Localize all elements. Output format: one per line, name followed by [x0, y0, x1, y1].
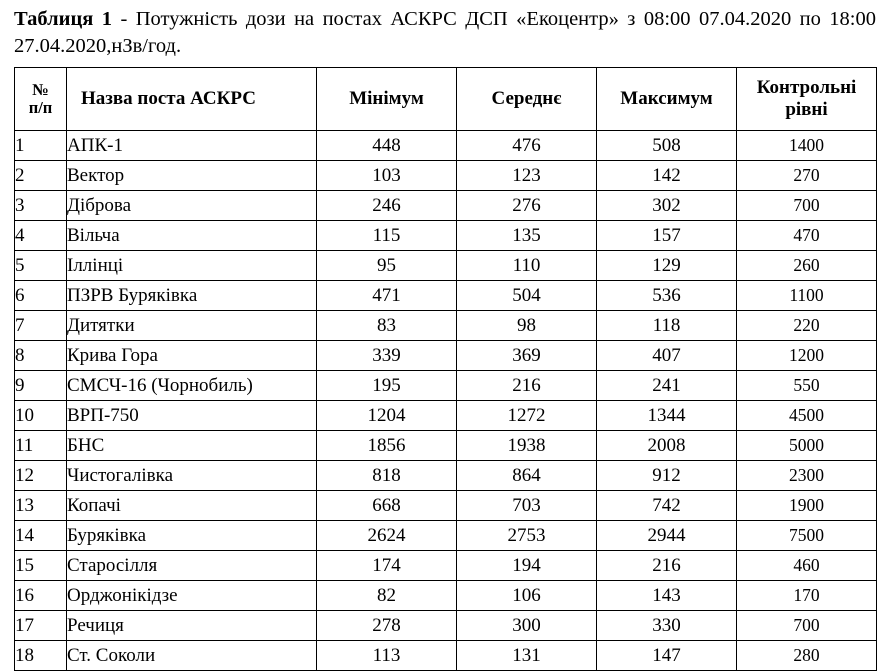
column-header-minimum: Мінімум [317, 68, 457, 131]
table-row [15, 641, 877, 671]
cell-control-level: 4500 [737, 401, 877, 431]
cell-station-name: Вільча [67, 221, 317, 251]
cell-average: 504 [457, 281, 597, 311]
cell-minimum: 83 [317, 311, 457, 341]
cell-number: 13 [15, 491, 67, 521]
cell-station-name: Старосілля [67, 551, 317, 581]
cell-average: 135 [457, 221, 597, 251]
cell-number: 18 [15, 641, 67, 671]
cell-maximum: 216 [597, 551, 737, 581]
table-row [15, 431, 877, 461]
cell-maximum: 407 [597, 341, 737, 371]
cell-control-level: 2300 [737, 461, 877, 491]
cell-average: 194 [457, 551, 597, 581]
cell-number: 2 [15, 161, 67, 191]
cell-average: 276 [457, 191, 597, 221]
cell-minimum: 195 [317, 371, 457, 401]
cell-station-name: БНС [67, 431, 317, 461]
radiation-dose-table [14, 67, 877, 671]
table-row [15, 371, 877, 401]
cell-maximum: 143 [597, 581, 737, 611]
cell-minimum: 1204 [317, 401, 457, 431]
cell-minimum: 1856 [317, 431, 457, 461]
table-header [15, 68, 877, 131]
cell-number: 16 [15, 581, 67, 611]
table-row [15, 521, 877, 551]
cell-minimum: 818 [317, 461, 457, 491]
table-row [15, 341, 877, 371]
cell-number: 14 [15, 521, 67, 551]
table-row [15, 281, 877, 311]
cell-control-level: 5000 [737, 431, 877, 461]
cell-average: 106 [457, 581, 597, 611]
cell-control-level: 7500 [737, 521, 877, 551]
cell-maximum: 142 [597, 161, 737, 191]
cell-minimum: 2624 [317, 521, 457, 551]
cell-maximum: 912 [597, 461, 737, 491]
cell-number: 9 [15, 371, 67, 401]
cell-control-level: 1100 [737, 281, 877, 311]
cell-average: 369 [457, 341, 597, 371]
table-row [15, 191, 877, 221]
cell-number: 11 [15, 431, 67, 461]
cell-number: 17 [15, 611, 67, 641]
cell-maximum: 147 [597, 641, 737, 671]
column-header-average: Середнє [457, 68, 597, 131]
table-header-row [15, 68, 877, 131]
cell-station-name: Копачі [67, 491, 317, 521]
table-row [15, 161, 877, 191]
column-header-control-levels [737, 68, 877, 131]
column-header-number-line2: п/п [28, 98, 53, 118]
table-row [15, 491, 877, 521]
cell-station-name: Діброва [67, 191, 317, 221]
cell-maximum: 1344 [597, 401, 737, 431]
cell-maximum: 2944 [597, 521, 737, 551]
cell-maximum: 241 [597, 371, 737, 401]
column-header-control-levels-line2: рівні [785, 99, 828, 121]
cell-average: 110 [457, 251, 597, 281]
table-row [15, 551, 877, 581]
table-row [15, 251, 877, 281]
cell-minimum: 471 [317, 281, 457, 311]
cell-station-name: СМСЧ-16 (Чорнобиль) [67, 371, 317, 401]
column-header-maximum: Максимум [597, 68, 737, 131]
cell-control-level: 280 [737, 641, 877, 671]
cell-average: 98 [457, 311, 597, 341]
cell-number: 5 [15, 251, 67, 281]
cell-station-name: ПЗРВ Буряківка [67, 281, 317, 311]
table-row [15, 581, 877, 611]
cell-control-level: 260 [737, 251, 877, 281]
cell-control-level: 270 [737, 161, 877, 191]
cell-control-level: 700 [737, 611, 877, 641]
cell-minimum: 95 [317, 251, 457, 281]
cell-station-name: Буряківка [67, 521, 317, 551]
cell-minimum: 278 [317, 611, 457, 641]
cell-average: 864 [457, 461, 597, 491]
table-row [15, 131, 877, 161]
cell-control-level: 1400 [737, 131, 877, 161]
cell-station-name: Чистогалівка [67, 461, 317, 491]
cell-control-level: 1900 [737, 491, 877, 521]
column-header-station-name: Назва поста АСКРС [67, 68, 317, 131]
cell-number: 15 [15, 551, 67, 581]
cell-average: 2753 [457, 521, 597, 551]
cell-average: 123 [457, 161, 597, 191]
cell-average: 300 [457, 611, 597, 641]
cell-station-name: Дитятки [67, 311, 317, 341]
cell-station-name: АПК-1 [67, 131, 317, 161]
table-row [15, 461, 877, 491]
cell-number: 12 [15, 461, 67, 491]
table-row [15, 401, 877, 431]
cell-average: 703 [457, 491, 597, 521]
cell-minimum: 339 [317, 341, 457, 371]
table-caption-text: - Потужність дози на постах АСКРС ДСП «Екоцентр» з 08:00 07.04.2020 по 18:00 27.04.2020,нЗв/год. [14, 8, 876, 57]
cell-minimum: 82 [317, 581, 457, 611]
cell-station-name: Іллінці [67, 251, 317, 281]
cell-average: 476 [457, 131, 597, 161]
cell-number: 7 [15, 311, 67, 341]
cell-station-name: Речиця [67, 611, 317, 641]
cell-station-name: Вектор [67, 161, 317, 191]
cell-minimum: 113 [317, 641, 457, 671]
cell-number: 1 [15, 131, 67, 161]
cell-station-name: Крива Гора [67, 341, 317, 371]
cell-number: 10 [15, 401, 67, 431]
table-row [15, 611, 877, 641]
table-body [15, 131, 877, 671]
cell-number: 3 [15, 191, 67, 221]
table-caption-label: Таблиця 1 [14, 8, 113, 30]
cell-maximum: 118 [597, 311, 737, 341]
cell-maximum: 157 [597, 221, 737, 251]
column-header-control-levels-line1: Контрольні [756, 77, 857, 99]
cell-control-level: 550 [737, 371, 877, 401]
cell-minimum: 668 [317, 491, 457, 521]
cell-number: 6 [15, 281, 67, 311]
cell-maximum: 742 [597, 491, 737, 521]
cell-station-name: ВРП-750 [67, 401, 317, 431]
cell-maximum: 129 [597, 251, 737, 281]
table-row [15, 221, 877, 251]
cell-maximum: 330 [597, 611, 737, 641]
cell-maximum: 302 [597, 191, 737, 221]
cell-average: 131 [457, 641, 597, 671]
cell-minimum: 174 [317, 551, 457, 581]
cell-average: 216 [457, 371, 597, 401]
cell-number: 8 [15, 341, 67, 371]
cell-maximum: 536 [597, 281, 737, 311]
cell-station-name: Орджонікідзе [67, 581, 317, 611]
cell-control-level: 460 [737, 551, 877, 581]
cell-station-name: Ст. Соколи [67, 641, 317, 671]
cell-minimum: 103 [317, 161, 457, 191]
cell-control-level: 170 [737, 581, 877, 611]
table-row [15, 311, 877, 341]
cell-average: 1272 [457, 401, 597, 431]
cell-maximum: 2008 [597, 431, 737, 461]
cell-number: 4 [15, 221, 67, 251]
cell-maximum: 508 [597, 131, 737, 161]
column-header-number [15, 68, 67, 131]
cell-minimum: 115 [317, 221, 457, 251]
cell-control-level: 470 [737, 221, 877, 251]
cell-control-level: 700 [737, 191, 877, 221]
cell-minimum: 448 [317, 131, 457, 161]
cell-average: 1938 [457, 431, 597, 461]
cell-minimum: 246 [317, 191, 457, 221]
cell-control-level: 1200 [737, 341, 877, 371]
column-header-number-line1: № [32, 80, 49, 100]
table-caption [14, 6, 880, 59]
cell-control-level: 220 [737, 311, 877, 341]
